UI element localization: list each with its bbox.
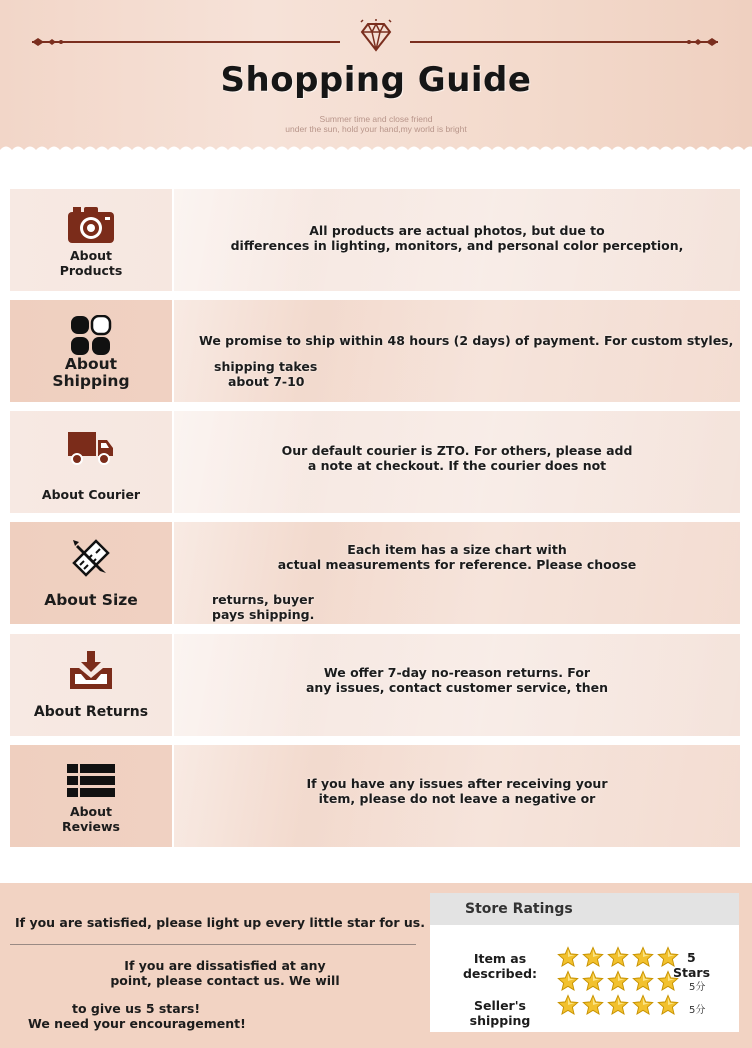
store-ratings-panel [430, 893, 739, 1032]
row-text-cell [174, 300, 740, 402]
star-icon[interactable] [607, 946, 629, 968]
row-text-line-2: a note at checkout. If the courier does not [307, 458, 607, 473]
row-text-line-2: any issues, contact customer service, then [305, 680, 609, 695]
row-text-line-1: We promise to ship within 48 hours (2 days) of payment. For custom styles, [199, 333, 734, 348]
rating-label-item-line-2: described: [462, 966, 538, 981]
row-label: About Returns [33, 704, 149, 720]
star-icon[interactable] [607, 970, 629, 992]
row-label-line-2: Shipping [52, 372, 130, 390]
row-text-line-1: If you have any issues after receiving your [306, 776, 608, 791]
rating-unit: Stars [673, 965, 711, 980]
grid-icon [67, 316, 115, 356]
page-header [0, 0, 752, 160]
row-text-line-1: Each item has a size chart with [347, 542, 567, 557]
guide-row-courier [10, 411, 740, 513]
row-text-line-4: pays shipping. [212, 607, 315, 622]
row-label-cell [10, 300, 172, 402]
row-text-line-2: differences in lighting, monitors, and personal color perception, [230, 238, 684, 253]
row-text-line-2: actual measurements for reference. Please choose [277, 557, 637, 572]
rating-label-item-line-1: Item as [473, 951, 527, 966]
row-text-line-2: shipping takes [214, 359, 318, 374]
star-icon[interactable] [607, 994, 629, 1016]
guide-row-size [10, 522, 740, 624]
star-icon[interactable] [582, 946, 604, 968]
row-label-line-1: About [69, 804, 113, 819]
star-icon[interactable] [557, 994, 579, 1016]
star-icon[interactable] [632, 946, 654, 968]
rating-label-item [458, 951, 542, 981]
row-label: About Size [44, 591, 138, 609]
row-label-cell [10, 745, 172, 847]
ornament-right-icon [684, 34, 720, 50]
store-ratings-header [430, 893, 739, 925]
row-label: About Courier [41, 487, 141, 502]
page-title: Shopping Guide [220, 60, 532, 100]
row-text-cell [174, 189, 740, 291]
star-icon[interactable] [657, 994, 679, 1016]
row-label [62, 804, 120, 834]
star-icon[interactable] [557, 946, 579, 968]
header-subtitle-1: Summer time and close friend [319, 114, 433, 124]
footer-line-3: point, please contact us. We will [110, 973, 340, 988]
row-label-line-1: About [64, 355, 118, 373]
row-label-line-1: About [69, 248, 113, 263]
header-wavy-edge [0, 140, 752, 160]
footer-line-5: We need your encouragement! [28, 1016, 246, 1031]
inbox-download-icon [67, 650, 115, 690]
row-label-cell [10, 411, 172, 513]
star-rating-row-1[interactable] [557, 946, 679, 968]
row-text-cell [174, 411, 740, 513]
rating-score-service: 5分 [689, 982, 706, 993]
rating-label-seller [458, 998, 542, 1028]
row-text-line-1: All products are actual photos, but due to [309, 223, 605, 238]
footer-panel [0, 883, 752, 1048]
header-subtitle-2: under the sun, hold your hand,my world is bright [285, 124, 467, 134]
guide-row-shipping [10, 300, 740, 402]
rating-label-seller-line-2: shipping [469, 1013, 531, 1028]
row-text-cell [174, 745, 740, 847]
camera-icon [67, 205, 115, 245]
rating-label-seller-line-1: Seller's [474, 998, 526, 1013]
star-icon[interactable] [582, 970, 604, 992]
header-rule-left [32, 41, 340, 43]
star-rating-row-3[interactable] [557, 994, 679, 1016]
star-icon[interactable] [632, 970, 654, 992]
row-text-line-3: returns, buyer [212, 592, 314, 607]
row-text-cell [174, 634, 740, 736]
header-rule-right [410, 41, 718, 43]
row-label-cell [10, 634, 172, 736]
star-icon[interactable] [632, 994, 654, 1016]
row-label-cell [10, 522, 172, 624]
rating-score-seller: 5分 [689, 1005, 706, 1016]
pencil-ruler-icon [67, 538, 115, 578]
star-icon[interactable] [557, 970, 579, 992]
row-label-line-2: Products [59, 263, 123, 278]
footer-divider [10, 944, 416, 945]
guide-row-products [10, 189, 740, 291]
rating-value: 5 [687, 950, 696, 965]
footer-line-2: If you are dissatisfied at any [124, 958, 326, 973]
row-label [52, 356, 129, 390]
ornament-left-icon [30, 34, 66, 50]
row-label-line-2: Reviews [61, 819, 120, 834]
star-rating-row-2[interactable] [557, 970, 679, 992]
row-label-cell [10, 189, 172, 291]
guide-row-reviews [10, 745, 740, 847]
guide-row-returns [10, 634, 740, 736]
footer-line-4: to give us 5 stars! [72, 1001, 201, 1016]
row-label [60, 248, 123, 278]
footer-line-1: If you are satisfied, please light up every little star for us. [15, 915, 425, 930]
truck-icon [67, 427, 115, 467]
row-text-line-1: We offer 7-day no-reason returns. For [323, 665, 591, 680]
star-icon[interactable] [582, 994, 604, 1016]
row-text-line-2: item, please do not leave a negative or [318, 791, 596, 806]
list-icon [67, 761, 115, 801]
row-text-line-1: Our default courier is ZTO. For others, please add [281, 443, 633, 458]
row-text-line-3: about 7-10 [228, 374, 305, 389]
diamond-icon [357, 18, 395, 56]
row-text-cell [174, 522, 740, 624]
store-ratings-title: Store Ratings [465, 901, 573, 917]
